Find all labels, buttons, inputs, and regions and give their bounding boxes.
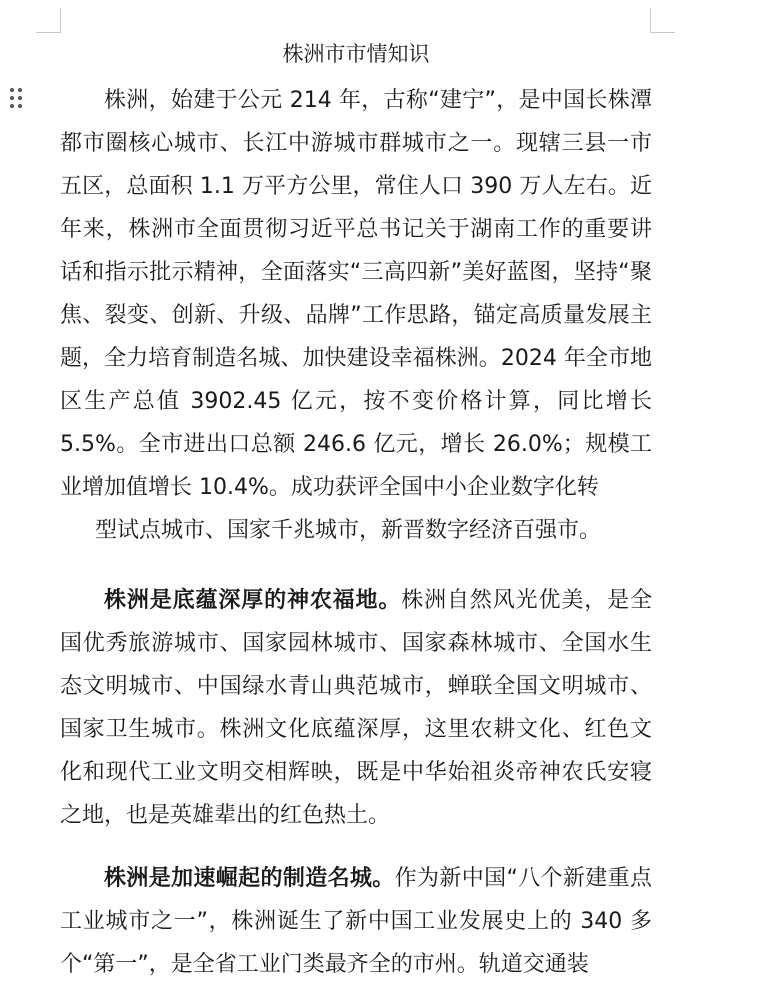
paragraph-intro-tail: 型试点城市、国家千兆城市，新晋数字经济百强市。 — [95, 518, 602, 543]
paragraph-manufacturing[interactable] — [60, 857, 652, 986]
document-title: 株洲市市情知识 — [282, 42, 430, 66]
paragraph-manufacturing-lead: 株洲是加速崛起的制造名城。 — [104, 866, 395, 891]
paragraph-culture[interactable] — [60, 579, 652, 837]
paragraph-culture-lead: 株洲是底蕴深厚的神农福地。 — [104, 588, 402, 613]
page-corner-mark-top-right — [650, 8, 675, 33]
paragraph-manufacturing-text: 作为新中国“八个新建重点工业城市之一”，株洲诞生了新中国工业发展史上的 340 多个“第一”，是全省工业门类最齐全的市州。轨道交通装 — [60, 866, 652, 977]
block-drag-handle-icon[interactable] — [10, 88, 22, 110]
paragraph-intro-text: 株洲，始建于公元 214 年，古称“建宁”，是中国长株潭都市圈核心城市、长江中游城市群城市之一。现辖三县一市五区，总面积 1.1 万平方公里，常住人口 390 万人左右。近年来，株洲市全面贯彻习近平总书记关于湖南工作的重要讲话和指示批示精神，全面落实“三高四新”美好蓝图，坚持“聚焦、裂变、创新、升级、品牌”工作思路，锚定高质量发展主题，全力培育制造名城、加快建设幸福株洲。2024 年全市地区生产总值 3902.45 亿元，按不变价格计算，同比增长 5.5%。全市进出口总额 246.6 亿元，增长 26.0%；规模工业增加值增长 10.4%。成功获评全国中小企业数字化转 — [60, 88, 652, 500]
paragraph-culture-text: 株洲自然风光优美，是全国优秀旅游城市、国家园林城市、国家森林城市、全国水生态文明城市、中国绿水青山典范城市，蝉联全国文明城市、国家卫生城市。株洲文化底蕴深厚，这里农耕文化、红色文化和现代工业文明交相辉映，既是中华始祖炎帝神农氏安寝之地，也是英雄辈出的红色热土。 — [60, 588, 652, 828]
page-corner-mark-top-left — [36, 8, 61, 33]
paragraph-intro[interactable] — [60, 79, 652, 552]
